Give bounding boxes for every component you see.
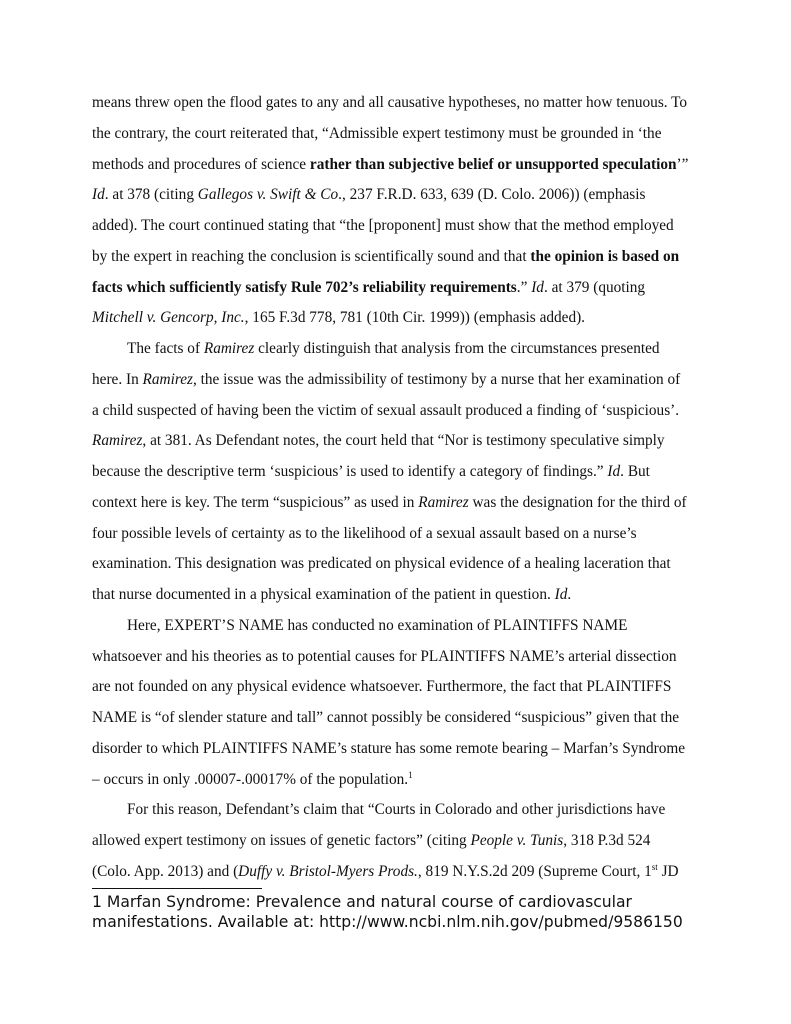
paragraph [92,611,707,796]
text-run: by the expert in reaching the conclusion is scientifically sound and that [92,247,531,265]
text-run: Here, EXPERT’S NAME has conducted no examination of PLAINTIFFS NAME [127,616,628,634]
text-run: .” [516,278,532,296]
text-run: – occurs in only .00007-.00017% of the population. [92,770,409,788]
emphasis-text: the opinion is based on [530,247,680,265]
text-line [92,396,707,427]
text-line [92,457,707,488]
text-run: . at 378 (citing [104,186,198,204]
text-run: four possible levels of certainty as to the likelihood of a sexual assault based on a nurse’s [92,524,637,542]
case-citation: Id [92,186,105,204]
text-line [92,88,707,119]
text-line [92,580,707,611]
text-run: a child suspected of having been the victim of sexual assault produced a finding of ‘suspicious’. [92,401,680,419]
paragraph [92,795,707,887]
text-line [92,365,707,396]
text-run: , the issue was the admissibility of testimony by a nurse that her examination of [192,370,681,388]
footnote-line: manifestations. Available at: http://www.ncbi.nlm.nih.gov/pubmed/9586150 [92,913,683,931]
text-run: ., 237 F.R.D. 633, 639 (D. Colo. 2006)) (emphasis [338,186,646,204]
case-citation: Id [554,586,568,603]
case-citation: Duffy v. Bristol-Myers Prods. [238,862,418,880]
text-run: was the designation for the third of [468,493,687,511]
text-line [92,672,707,703]
case-citation: People v. Tunis [470,832,564,849]
text-run: , at 381. As Defendant notes, the court held that “Nor is testimony speculative simply [142,432,665,450]
text-line [92,519,707,550]
text-run: ’” [676,155,689,173]
case-citation: Gallegos v. Swift & Co [197,186,339,204]
text-run: means threw open the flood gates to any and all causative hypotheses, no matter how tenuous. To [92,94,688,111]
text-run: . [567,586,572,603]
text-run: JD [657,862,679,880]
text-line [92,211,707,242]
text-run: , 819 N.Y.S.2d 209 (Supreme Court, 1 [417,862,652,880]
text-run: are not founded on any physical evidence whatsoever. Furthermore, the fact that PLAINTIFFS [92,678,672,696]
text-line [92,119,707,150]
text-run: , 165 F.3d 778, 781 (10th Cir. 1999)) (emphasis added). [244,309,586,327]
text-line [92,488,707,519]
emphasis-text: facts which sufficiently satisfy Rule 702’s reliability requirements [92,278,517,296]
text-line [92,857,707,888]
text-line [92,734,707,765]
text-run: disorder to which PLAINTIFFS NAME’s stature has some remote bearing – Marfan’s Syndrome [92,739,686,757]
emphasis-text: rather than subjective belief or unsupported speculation [309,155,677,173]
case-citation: Ramirez [142,370,193,388]
case-citation: Id [607,463,621,480]
text-run: . But [620,463,650,480]
footnote [92,892,732,932]
text-run: examination. This designation was predicated on physical evidence of a healing laceration that [92,555,671,573]
text-run: allowed expert testimony on issues of genetic factors” (citing [92,832,471,849]
text-line [92,795,707,826]
footnote-separator [92,888,262,889]
case-citation: Mitchell v. Gencorp, Inc. [92,309,245,327]
text-run: clearly distinguish that analysis from the circumstances presented [254,340,660,357]
text-run: whatsoever and his theories as to potential causes for PLAINTIFFS NAME’s arterial dissection [92,647,677,665]
text-run: that nurse documented in a physical examination of the patient in question. [92,586,555,603]
text-line [92,150,707,181]
text-run: because the descriptive term ‘suspicious’ is used to identify a category of findings.” [92,463,608,480]
text-run: The facts of [127,340,204,357]
text-line [92,303,707,334]
footnote-line: 1 Marfan Syndrome: Prevalence and natural course of cardiovascular [92,893,632,911]
text-line [92,765,707,796]
text-run: (Colo. App. 2013) and ( [92,862,239,880]
text-run: added). The court continued stating that “the [proponent] must show that the method employed [92,217,674,234]
case-citation: Ramirez [92,432,143,450]
case-citation: Id [531,278,544,296]
text-line [92,242,707,273]
text-run: context here is key. The term “suspicious” as used in [92,493,419,511]
text-run: . at 379 (quoting [543,278,646,296]
superscript: st [651,861,658,872]
text-line [92,703,707,734]
text-line [92,334,707,365]
text-run: here. In [92,370,143,388]
body-text [92,88,707,888]
text-run: the contrary, the court reiterated that, “Admissible expert testimony must be grounded in ‘the [92,124,662,142]
text-line [92,826,707,857]
paragraph [92,88,707,334]
case-citation: Ramirez [203,340,255,357]
text-run: methods and procedures of science [92,155,310,173]
text-line [92,273,707,304]
text-run: For this reason, Defendant’s claim that “Courts in Colorado and other jurisdictions have [127,801,666,819]
text-line [92,642,707,673]
text-line [92,611,707,642]
superscript: 1 [408,769,413,780]
text-line [92,180,707,211]
paragraph [92,334,707,611]
text-run: , 318 P.3d 524 [563,832,651,849]
text-run: NAME is “of slender stature and tall” cannot possibly be considered “suspicious” given that the [92,709,680,726]
text-line [92,549,707,580]
text-line [92,426,707,457]
case-citation: Ramirez [418,493,469,511]
